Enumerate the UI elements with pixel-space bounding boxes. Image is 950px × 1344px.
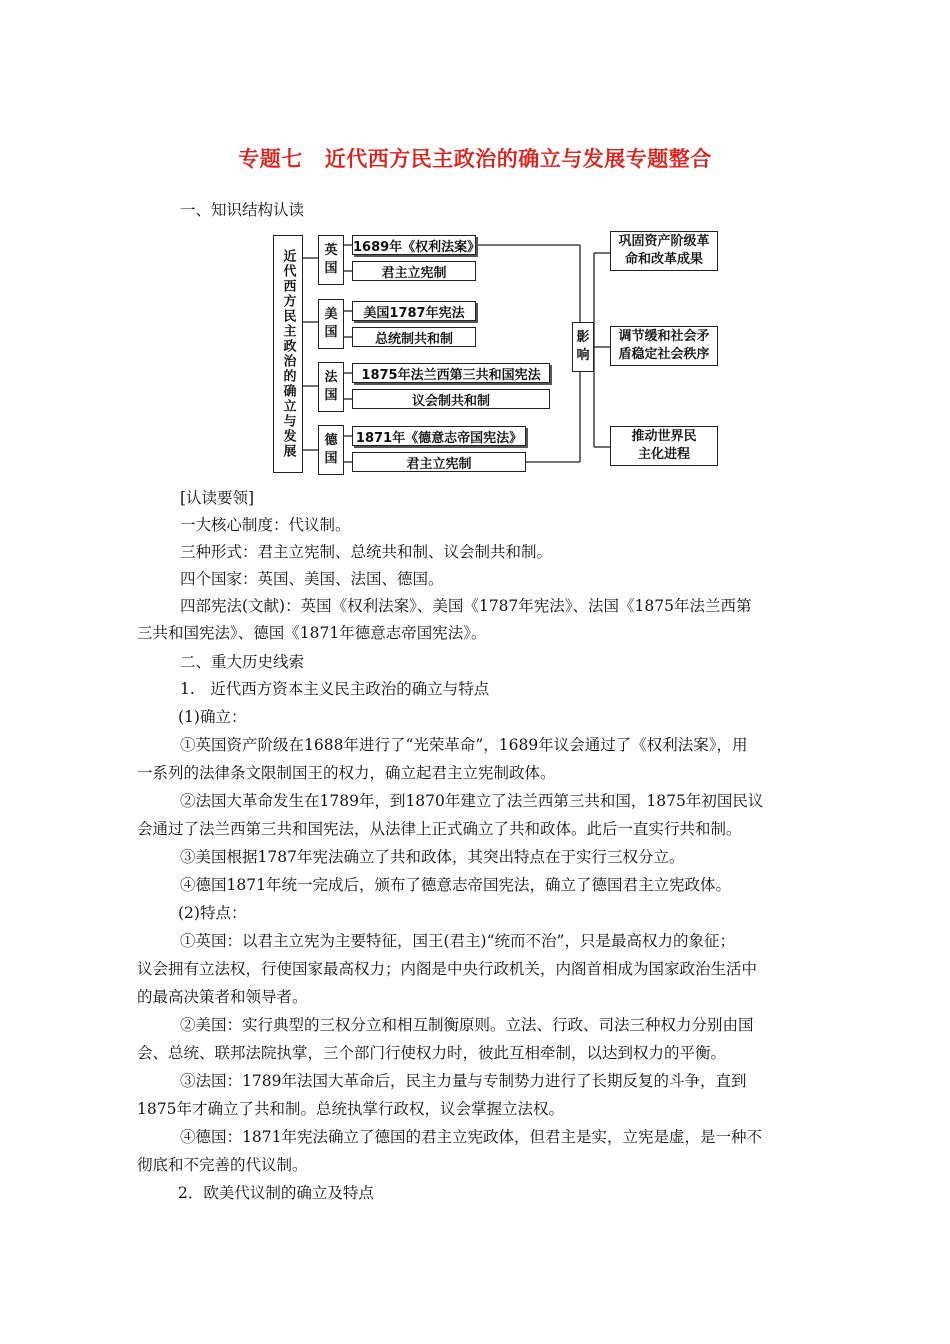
country-germany-bottom: 国 [324, 451, 338, 466]
country-germany-top: 德 [324, 433, 338, 448]
country-usa-bottom: 国 [324, 325, 338, 340]
s2-feat-4b: 彻底和不完善的代议制。 [137, 1156, 308, 1174]
s2-est-2a: ②法国大革命发生在1789年，到1870年建立了法兰西第三共和国，1875年初国民议 [180, 792, 764, 810]
effect-box-1 [610, 231, 718, 271]
s2-feat-3b: 1875年才确立了共和制。总统执掌行政权，议会掌握立法权。 [137, 1100, 564, 1118]
reading-line-constitutions-a: 四部宪法(文献)：英国《权利法案》、美国《1787年宪法》、法国《1875年法兰西第 [180, 597, 752, 615]
s2-est-4: ④德国1871年统一完成后，颁布了德意志帝国宪法，确立了德国君主立宪政体。 [180, 876, 731, 894]
country-box-usa [318, 299, 344, 349]
diagram-root-box: 近代西方民主政治的确立与发展 [273, 235, 303, 473]
item-britain-document: 1689年《权利法案》 [352, 235, 476, 255]
country-box-britain [318, 235, 344, 285]
effect-3-line2: 主化进程 [637, 447, 690, 462]
s2-feat-heading: (2)特点： [178, 904, 247, 922]
s2-est-1b: 一系列的法律条文限制国王的权力，确立起君主立宪制政体。 [137, 764, 556, 782]
effect-box-2 [610, 326, 718, 366]
reading-line-forms: 三种形式：君主立宪制、总统共和制、议会制共和制。 [180, 543, 553, 561]
effect-1-line2: 命和改革成果 [624, 252, 703, 267]
effect-2-line1: 调节缓和社会矛 [618, 329, 710, 344]
item-germany-system: 君主立宪制 [352, 452, 526, 472]
s2-feat-1a: ①英国：以君主立宪为主要特征，国王(君主)“统而不治”，只是最高权力的象征； [180, 932, 735, 950]
item-france-document: 1875年法兰西第三共和国宪法 [352, 363, 550, 383]
influence-box [572, 322, 594, 372]
reading-line-constitutions-b: 三共和国宪法》、德国《1871年德意志帝国宪法》。 [137, 624, 487, 642]
influence-top: 影 [576, 330, 590, 345]
country-britain-bottom: 国 [324, 261, 338, 276]
influence-bottom: 响 [576, 348, 590, 363]
title-part1: 专题七 [238, 146, 303, 171]
s2-feat-4a: ④德国：1871年宪法确立了德国的君主立宪政体，但君主是实，立宪是虚，是一种不 [180, 1128, 762, 1146]
s2-est-3: ③美国根据1787年宪法确立了共和政体，其突出特点在于实行三权分立。 [180, 848, 685, 866]
effect-box-3 [610, 426, 718, 466]
effect-2-line2: 盾稳定社会秩序 [618, 347, 710, 362]
effect-3-line1: 推动世界民 [631, 429, 697, 444]
s2-feat-3a: ③法国：1789年法国大革命后，民主力量与专制势力进行了长期反复的斗争，直到 [180, 1072, 747, 1090]
item-germany-document: 1871年《德意志帝国宪法》 [352, 426, 526, 446]
reading-line-core: 一大核心制度：代议制。 [180, 516, 351, 534]
s2-heading-1: 1. 近代西方资本主义民主政治的确立与特点 [180, 680, 490, 698]
reading-line-countries: 四个国家：英国、美国、法国、德国。 [180, 570, 444, 588]
effect-1-line1: 巩固资产阶级革 [618, 234, 710, 249]
item-france-system: 议会制共和制 [352, 389, 550, 409]
s2-feat-1c: 的最高决策者和领导者。 [137, 988, 308, 1006]
country-box-germany [318, 425, 344, 475]
country-france-bottom: 国 [324, 388, 338, 403]
item-usa-system: 总统制共和制 [352, 327, 476, 347]
item-usa-document: 美国1787年宪法 [352, 301, 476, 321]
item-britain-system: 君主立宪制 [352, 261, 476, 281]
country-usa-top: 美 [324, 307, 338, 322]
section2-heading: 二、重大历史线索 [180, 653, 305, 671]
reading-heading: [认读要领] [180, 489, 255, 507]
page-title [0, 143, 950, 173]
country-britain-top: 英 [324, 243, 338, 258]
title-part2: 近代西方民主政治的确立与发展专题整合 [324, 146, 712, 171]
s2-feat-1b: 议会拥有立法权，行使国家最高权力；内阁是中央行政机关，内阁首相成为国家政治生活中 [137, 960, 758, 978]
s2-heading-2: 2．欧美代议制的确立及特点 [178, 1184, 374, 1202]
s2-feat-2b: 会、总统、联邦法院执掌，三个部门行使权力时，彼此互相牵制，以达到权力的平衡。 [137, 1044, 727, 1062]
s2-est-1a: ①英国资产阶级在1688年进行了“光荣革命”，1689年议会通过了《权利法案》，用 [180, 736, 748, 754]
country-box-france [318, 362, 344, 412]
s2-feat-2a: ②美国：实行典型的三权分立和相互制衡原则。立法、行政、司法三种权力分别由国 [180, 1016, 754, 1034]
s2-est-heading: (1)确立： [178, 708, 247, 726]
section1-heading: 一、知识结构认读 [180, 201, 305, 219]
s2-est-2b: 会通过了法兰西第三共和国宪法，从法律上正式确立了共和政体。此后一直实行共和制。 [137, 820, 742, 838]
country-france-top: 法 [324, 370, 338, 385]
